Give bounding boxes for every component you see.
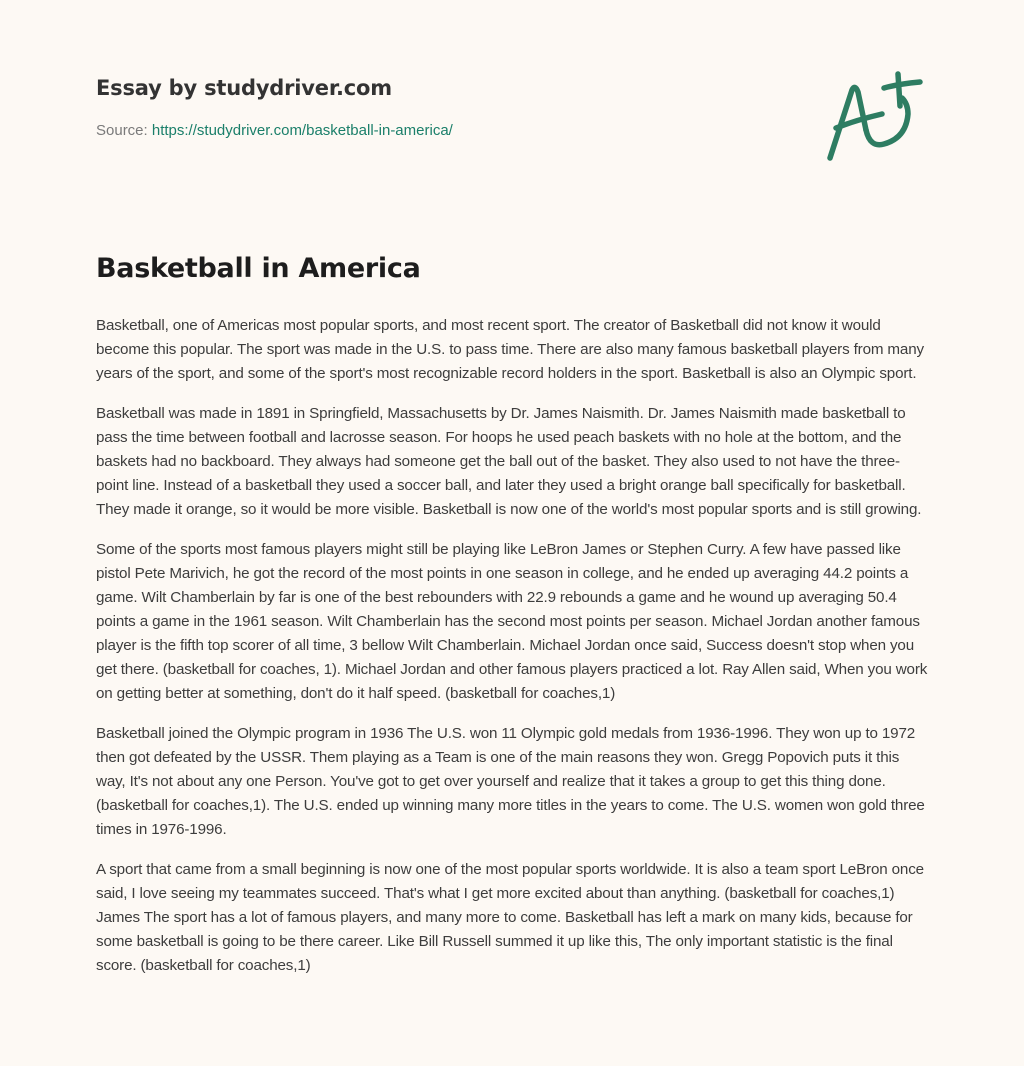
paragraph: Some of the sports most famous players might still be playing like LeBron James or Stephen Curry. A few have passed like pistol Pete Marivich, he got the record of the most points in one season in college, and he ended up averaging 44.2 points a game. Wilt Chamberlain by far is one of the best rebounders with 22.9 rebounds a game and he wound up averaging 50.4 points a game in the 1961 season. Wilt Chamberlain has the second most points per season. Michael Jordan another famous player is the fifth top scorer of all time, 3 bellow Wilt Chamberlain. Michael Jordan once said, Success doesn't stop when you get there. (basketball for coaches, 1). Michael Jordan and other famous players practiced a lot. Ray Allen said, When you work on getting better at something, don't do it half speed. (basketball for coaches,1) [96,541,928,702]
essay-by-heading: Essay by studydriver.com [96,76,392,100]
essay-header [96,76,796,139]
source-label: Source: [96,122,148,139]
source-link[interactable]: https://studydriver.com/basketball-in-america/ [151,122,453,139]
paragraph: Basketball was made in 1891 in Springfield, Massachusetts by Dr. James Naismith. Dr. James Naismith made basketball to pass the time between football and lacrosse season. For hoops he used peach baskets with no hole at the bottom, and the baskets had no backboard. They always had someone get the ball out of the basket. They also used to not have the three-point line. Instead of a basketball they used a soccer ball, and later they used a bright orange ball specifically for basketball. They made it orange, so it would be more visible. Basketball is now one of the world's most popular sports and is still growing. [96,405,922,518]
a-plus-grade-icon [822,68,926,164]
article-title: Basketball in America [96,253,421,284]
paragraph: Basketball, one of Americas most popular sports, and most recent sport. The creator of Basketball did not know it would become this popular. The sport was made in the U.S. to pass time. There are also many famous basketball players from many years of the sport, and some of the sport's most recognizable record holders in the sport. Basketball is also an Olympic sport. [96,317,924,382]
article-body [96,314,932,994]
paragraph: Basketball joined the Olympic program in 1936 The U.S. won 11 Olympic gold medals from 1936-1996. They won up to 1972 then got defeated by the USSR. Them playing as a Team is one of the main reasons they won. Gregg Popovich puts it this way, It's not about any one Person. You've got to get over yourself and realize that it takes a group to get this thing done. (basketball for coaches,1). The U.S. ended up winning many more titles in the years to come. The U.S. women won gold three times in 1976-1996. [96,725,925,838]
paragraph: A sport that came from a small beginning is now one of the most popular sports worldwide. It is also a team sport LeBron once said, I love seeing my teammates succeed. That's what I get more excited about than anything. (basketball for coaches,1) James The sport has a lot of famous players, and many more to come. Basketball has left a mark on many kids, because for some basketball is going to be there career. Like Bill Russell summed it up like this, The only important statistic is the final score. (basketball for coaches,1) [96,861,924,974]
source-line [96,122,796,139]
